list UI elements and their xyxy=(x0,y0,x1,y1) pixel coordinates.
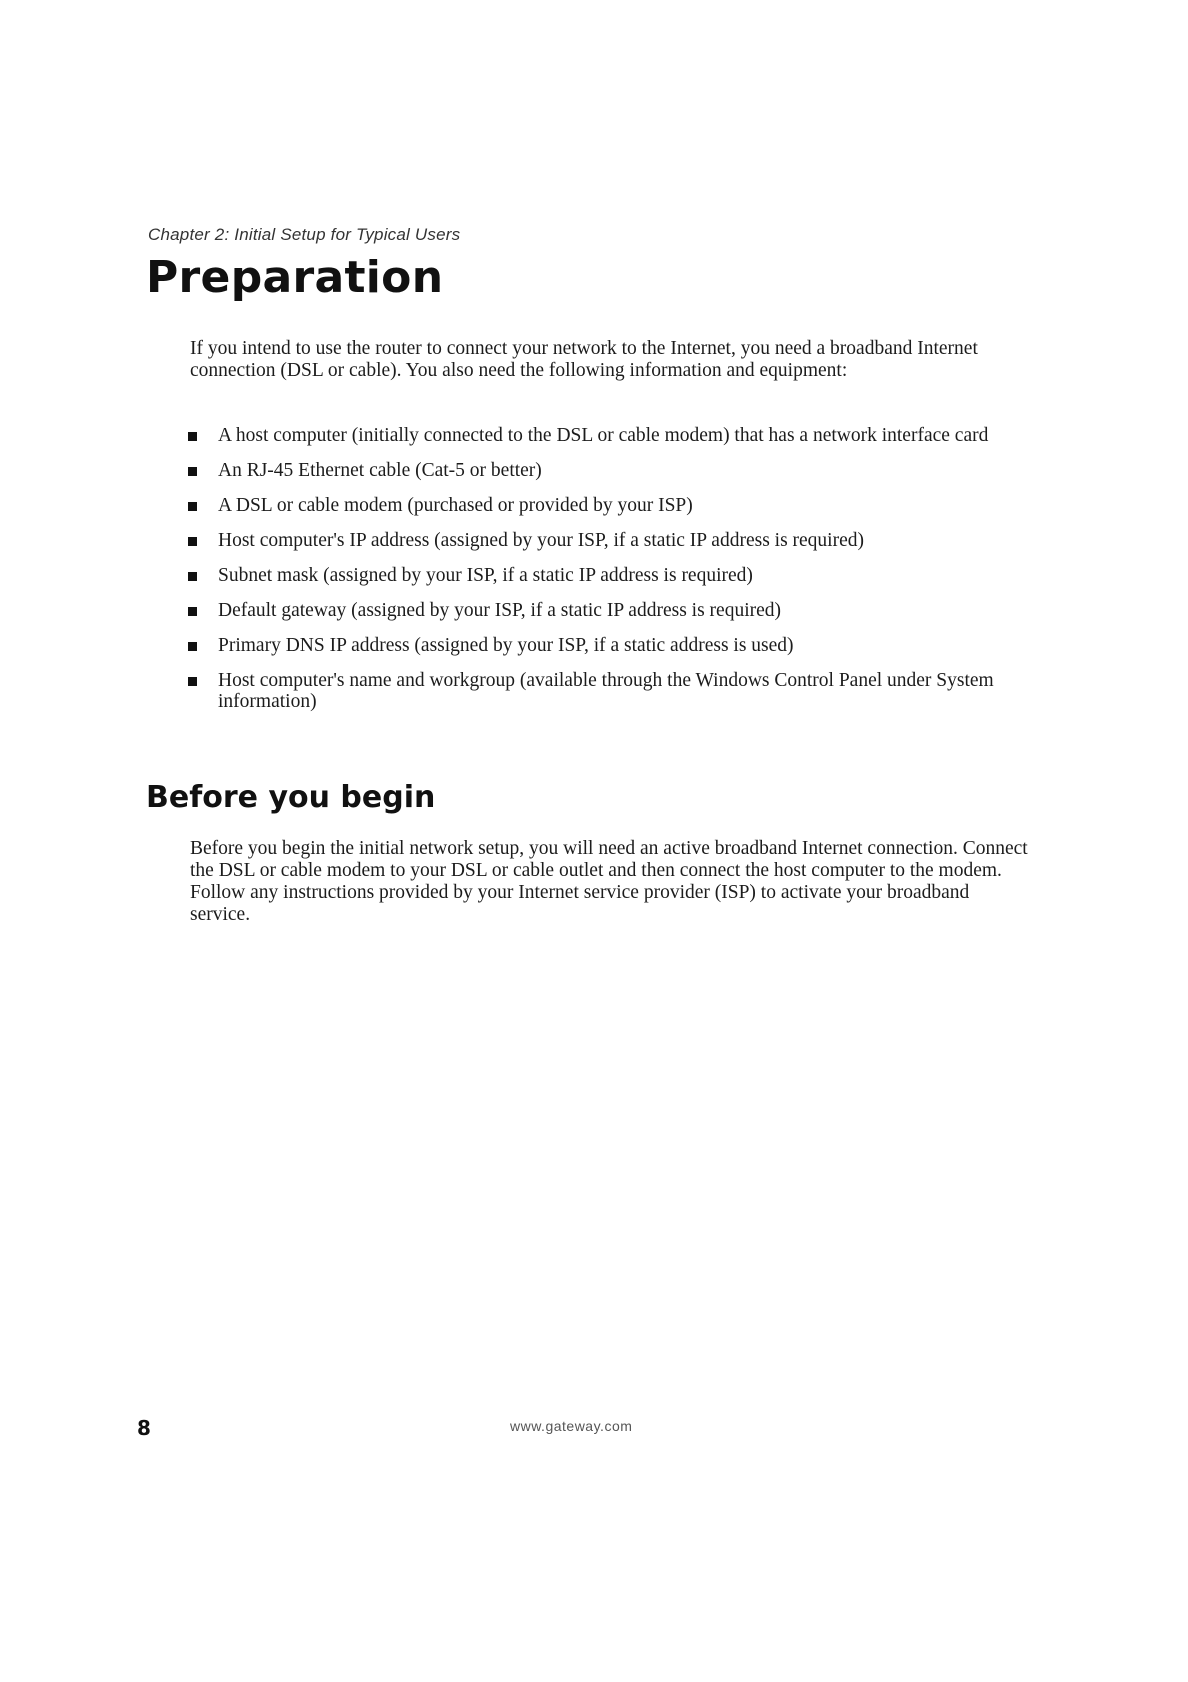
list-item xyxy=(186,670,1032,712)
intro-paragraph: If you intend to use the router to connect your network to the Internet, you need a broadband Internet connection (DSL or cable). You also need the following information and equipment: xyxy=(190,338,978,381)
list-item xyxy=(186,565,1032,586)
square-bullet-icon xyxy=(188,677,197,686)
square-bullet-icon xyxy=(188,607,197,616)
square-bullet-icon xyxy=(188,572,197,581)
page-number: 8 xyxy=(137,1416,151,1440)
list-item xyxy=(186,495,1032,516)
list-item-text: A DSL or cable modem (purchased or provided by your ISP) xyxy=(218,495,693,516)
list-item xyxy=(186,530,1032,551)
list-item-text: Primary DNS IP address (assigned by your ISP, if a static address is used) xyxy=(218,635,794,656)
square-bullet-icon xyxy=(188,502,197,511)
square-bullet-icon xyxy=(188,467,197,476)
list-item-text: A host computer (initially connected to the DSL or cable modem) that has a network interface card xyxy=(218,425,989,446)
footer-url: www.gateway.com xyxy=(510,1418,633,1434)
list-item xyxy=(186,460,1032,481)
list-item-text: An RJ-45 Ethernet cable (Cat-5 or better) xyxy=(218,460,542,481)
square-bullet-icon xyxy=(188,537,197,546)
list-item-text: Host computer's name and workgroup (available through the Windows Control Panel under System information) xyxy=(218,670,994,712)
list-item xyxy=(186,600,1032,621)
list-item-text: Default gateway (assigned by your ISP, if a static IP address is required) xyxy=(218,600,782,621)
section-title: Before you begin xyxy=(146,780,436,815)
list-item xyxy=(186,425,1032,446)
before-paragraph: Before you begin the initial network setup, you will need an active broadband Internet connection. Connect the DSL or cable modem to your DSL or cable outlet and then connect the host computer to the modem. Follow any instructions provided by your Internet service provider (ISP) to activate your broadband service. xyxy=(190,838,1028,925)
list-item xyxy=(186,635,1032,656)
chapter-header: Chapter 2: Initial Setup for Typical Users xyxy=(148,225,461,244)
page-title: Preparation xyxy=(146,252,444,303)
list-item-text: Subnet mask (assigned by your ISP, if a static IP address is required) xyxy=(218,565,753,586)
square-bullet-icon xyxy=(188,642,197,651)
square-bullet-icon xyxy=(188,432,197,441)
requirements-list xyxy=(186,425,1032,726)
list-item-text: Host computer's IP address (assigned by your ISP, if a static IP address is required) xyxy=(218,530,864,551)
